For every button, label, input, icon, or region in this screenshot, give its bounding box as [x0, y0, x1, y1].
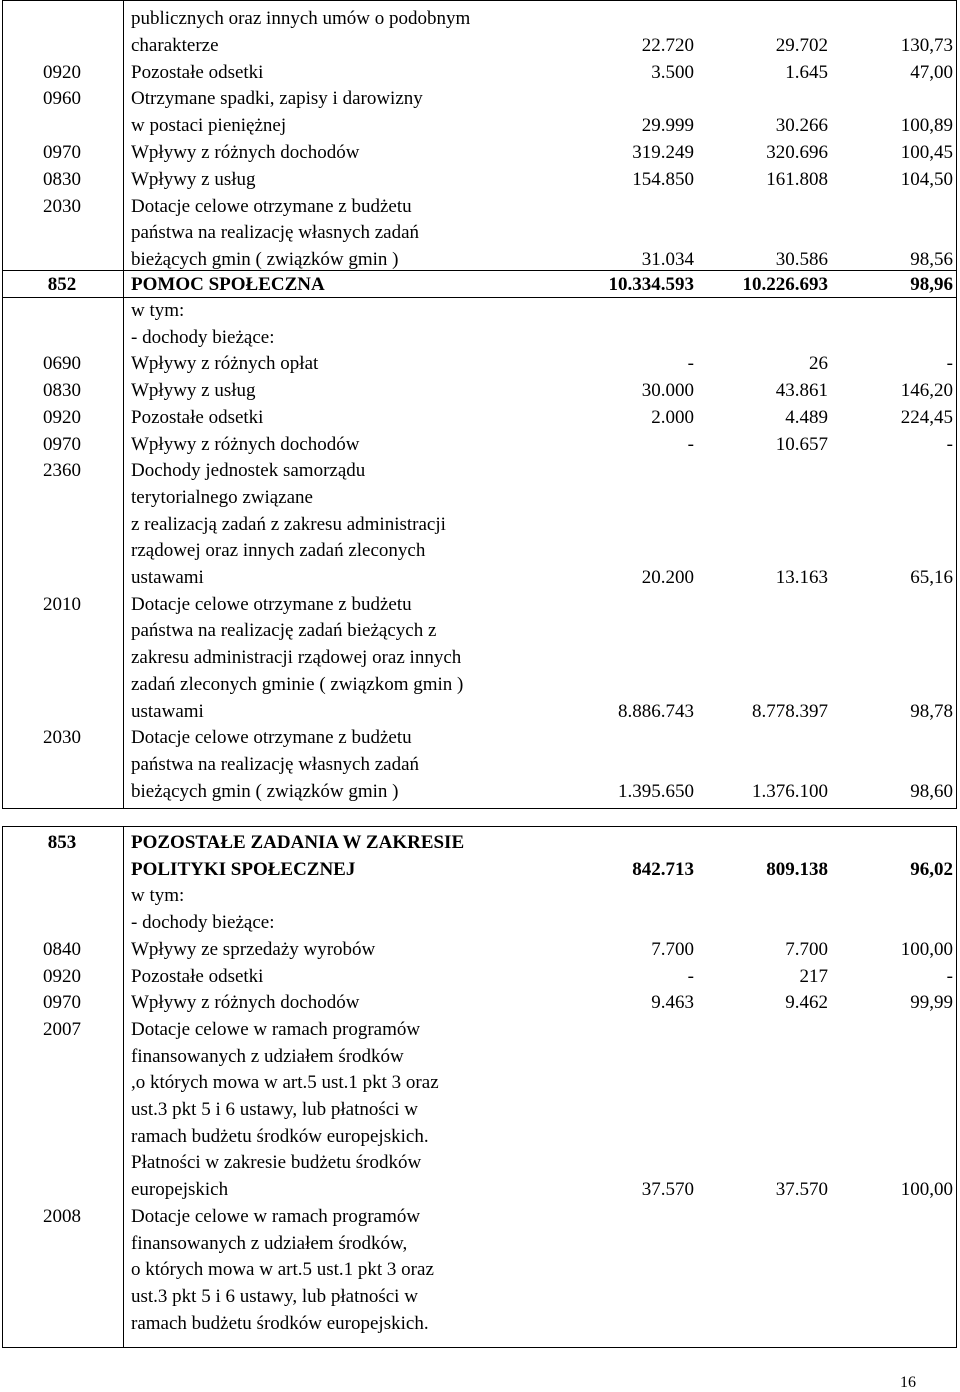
- table-row: [3, 1311, 956, 1338]
- execution-percent: 224,45: [900, 406, 953, 428]
- section-852-details: [2, 297, 957, 809]
- execution-percent: 47,00: [910, 61, 953, 83]
- plan-amount: 8.886.743: [618, 700, 694, 722]
- executed-amount: 43.861: [775, 380, 828, 402]
- execution-percent: 146,20: [900, 380, 953, 402]
- table-row: [3, 565, 956, 592]
- item-description: z realizacją zadań z zakresu administracji: [131, 513, 446, 535]
- execution-percent: 65,16: [910, 567, 953, 588]
- item-description: charakterze: [131, 34, 219, 56]
- item-description: Wpływy z różnych opłat: [131, 353, 319, 375]
- executed-amount: 9.462: [785, 992, 828, 1014]
- account-code: 852: [47, 274, 77, 295]
- item-description: POLITYKI SPOŁECZNEJ: [131, 858, 356, 880]
- account-code: 2010: [43, 593, 81, 615]
- table-row: [3, 1124, 956, 1151]
- item-description: Wpływy z różnych dochodów: [131, 992, 360, 1014]
- executed-amount: 29.702: [775, 34, 828, 56]
- item-description: Pozostałe odsetki: [131, 965, 264, 987]
- item-description: Dotacje celowe w ramach programów: [131, 1018, 421, 1040]
- item-description: Dotacje celowe otrzymane z budżetu: [131, 593, 412, 615]
- executed-amount: 13.163: [775, 567, 828, 588]
- table-row: [3, 592, 956, 619]
- account-code: 0920: [43, 406, 81, 428]
- plan-amount: 29.999: [641, 115, 694, 137]
- table-row: [3, 113, 956, 140]
- item-description: europejskich: [131, 1179, 229, 1201]
- item-description: ramach budżetu środków europejskich.: [131, 1125, 429, 1147]
- table-row: [3, 1097, 956, 1124]
- table-row: [3, 1150, 956, 1177]
- plan-amount: 30.000: [641, 380, 694, 402]
- table-row: [3, 298, 956, 325]
- item-description: Wpływy ze sprzedaży wyrobów: [131, 938, 376, 960]
- plan-amount: -: [687, 433, 694, 455]
- account-code: 853: [47, 832, 77, 853]
- plan-amount: -: [687, 353, 694, 375]
- table-row: [3, 1204, 956, 1231]
- item-description: Pozostałe odsetki: [131, 406, 264, 428]
- table-row: [3, 432, 956, 459]
- account-code: 0970: [43, 433, 81, 455]
- execution-percent: -: [946, 353, 953, 375]
- table-row: [3, 672, 956, 699]
- account-code: 2360: [43, 460, 81, 482]
- table-row: [3, 6, 956, 33]
- item-description: Wpływy z usług: [131, 380, 256, 402]
- table-row: [3, 33, 956, 60]
- table-row: [3, 140, 956, 167]
- execution-percent: 98,60: [910, 780, 953, 802]
- plan-amount: 319.249: [632, 142, 694, 163]
- execution-percent: 99,99: [910, 992, 953, 1014]
- account-code: 0690: [43, 353, 81, 375]
- executed-amount: 8.778.397: [752, 700, 828, 722]
- item-description: - dochody bieżące:: [131, 912, 275, 934]
- table-row: [3, 220, 956, 247]
- item-description: w postaci pieniężnej: [131, 115, 287, 137]
- item-description: bieżących gmin ( związków gmin ): [131, 249, 399, 271]
- executed-amount: 30.586: [775, 249, 828, 271]
- plan-amount: -: [687, 965, 694, 987]
- item-description: Dotacje celowe otrzymane z budżetu: [131, 195, 412, 217]
- item-description: państwa na realizację własnych zadań: [131, 753, 420, 775]
- execution-percent: 96,02: [910, 858, 953, 880]
- item-description: finansowanych z udziałem środków: [131, 1045, 404, 1067]
- execution-percent: 100,00: [900, 1179, 953, 1201]
- item-description: Pozostałe odsetki: [131, 61, 264, 83]
- table-row: [3, 167, 956, 194]
- table-row: [3, 618, 956, 645]
- item-description: o których mowa w art.5 ust.1 pkt 3 oraz: [131, 1259, 434, 1281]
- account-code: 0830: [43, 380, 81, 402]
- table-row: [3, 1257, 956, 1284]
- table-row: [3, 378, 956, 405]
- item-description: Wpływy z różnych dochodów: [131, 433, 360, 455]
- executed-amount: 26: [809, 353, 828, 375]
- item-description: ,o których mowa w art.5 ust.1 pkt 3 oraz: [131, 1072, 439, 1094]
- table-row: [3, 86, 956, 113]
- execution-percent: 100,89: [900, 115, 953, 137]
- item-description: bieżących gmin ( związków gmin ): [131, 780, 399, 802]
- plan-amount: 842.713: [632, 858, 694, 880]
- executed-amount: 217: [799, 965, 828, 987]
- table-row: [3, 1284, 956, 1311]
- table-row: [3, 725, 956, 752]
- table-row: [3, 699, 956, 726]
- plan-amount: 2.000: [651, 406, 694, 428]
- table-row: [3, 1231, 956, 1258]
- section-continuation: [2, 0, 957, 271]
- execution-percent: 98,78: [910, 700, 953, 722]
- executed-amount: 1.376.100: [752, 780, 828, 802]
- table-row: [3, 351, 956, 378]
- item-description: zakresu administracji rządowej oraz innych: [131, 647, 462, 669]
- executed-amount: 30.266: [775, 115, 828, 137]
- plan-amount: 10.334.593: [608, 274, 694, 295]
- account-code: 0840: [43, 938, 81, 960]
- item-description: Dochody jednostek samorządu: [131, 460, 366, 482]
- table-row: [3, 60, 956, 87]
- table-row: [3, 1177, 956, 1204]
- item-description: publicznych oraz innych umów o podobnym: [131, 8, 471, 29]
- execution-percent: 100,00: [900, 938, 953, 960]
- item-description: rządowej oraz innych zadań zleconych: [131, 540, 426, 562]
- executed-amount: 10.657: [775, 433, 828, 455]
- table-row: [3, 458, 956, 485]
- plan-amount: 31.034: [641, 249, 694, 271]
- table-row: [3, 883, 956, 910]
- account-code: 0970: [43, 992, 81, 1014]
- executed-amount: 320.696: [766, 142, 828, 163]
- item-description: Otrzymane spadki, zapisy i darowizny: [131, 88, 423, 110]
- executed-amount: 1.645: [785, 61, 828, 83]
- execution-percent: 130,73: [900, 34, 953, 56]
- account-code: 0920: [43, 61, 81, 83]
- plan-amount: 3.500: [651, 61, 694, 83]
- page-number: 16: [900, 1374, 916, 1391]
- execution-percent: -: [946, 433, 953, 455]
- account-code: 0970: [43, 142, 81, 163]
- item-description: Wpływy z różnych dochodów: [131, 142, 360, 163]
- item-description: w tym:: [131, 300, 185, 321]
- table-row: [3, 779, 956, 806]
- execution-percent: 98,56: [910, 249, 953, 271]
- plan-amount: 7.700: [651, 938, 694, 960]
- execution-percent: 104,50: [900, 168, 953, 190]
- item-description: państwa na realizację zadań bieżących z: [131, 620, 437, 642]
- table-row: [3, 857, 956, 884]
- section-853: [2, 826, 957, 1348]
- table-row: [3, 405, 956, 432]
- table-row: [3, 512, 956, 539]
- executed-amount: 10.226.693: [742, 274, 828, 295]
- execution-percent: -: [946, 965, 953, 987]
- table-row: [3, 964, 956, 991]
- item-description: ustawami: [131, 567, 204, 588]
- table-row: [3, 1044, 956, 1071]
- plan-amount: 22.720: [641, 34, 694, 56]
- item-description: zadań zleconych gminie ( związkom gmin ): [131, 673, 464, 695]
- item-description: Wpływy z usług: [131, 168, 256, 190]
- item-description: POZOSTAŁE ZADANIA W ZAKRESIE: [131, 832, 465, 853]
- item-description: w tym:: [131, 885, 185, 907]
- execution-percent: 98,96: [910, 274, 953, 295]
- section-852-header: [2, 270, 957, 298]
- item-description: ustawami: [131, 700, 204, 722]
- item-description: - dochody bieżące:: [131, 326, 275, 348]
- item-description: ust.3 pkt 5 i 6 ustawy, lub płatności w: [131, 1285, 418, 1307]
- item-description: finansowanych z udziałem środków,: [131, 1232, 408, 1254]
- item-description: POMOC SPOŁECZNA: [131, 274, 325, 295]
- plan-amount: 1.395.650: [618, 780, 694, 802]
- table-row: [3, 485, 956, 512]
- account-code: 2030: [43, 195, 81, 217]
- executed-amount: 7.700: [785, 938, 828, 960]
- table-row: [3, 1017, 956, 1044]
- table-row: [3, 538, 956, 565]
- item-description: Dotacje celowe w ramach programów: [131, 1205, 421, 1227]
- account-code: 0920: [43, 965, 81, 987]
- item-description: Dotacje celowe otrzymane z budżetu: [131, 727, 412, 749]
- table-row: [3, 990, 956, 1017]
- table-row: [3, 910, 956, 937]
- table-row: [3, 645, 956, 672]
- table-row: [3, 272, 956, 299]
- table-row: [3, 325, 956, 352]
- executed-amount: 161.808: [766, 168, 828, 190]
- executed-amount: 37.570: [775, 1179, 828, 1201]
- account-code: 0830: [43, 168, 81, 190]
- plan-amount: 154.850: [632, 168, 694, 190]
- account-code: 2008: [43, 1205, 81, 1227]
- plan-amount: 37.570: [641, 1179, 694, 1201]
- table-row: [3, 830, 956, 857]
- item-description: Płatności w zakresie budżetu środków: [131, 1152, 422, 1174]
- plan-amount: 9.463: [651, 992, 694, 1014]
- item-description: ust.3 pkt 5 i 6 ustawy, lub płatności w: [131, 1099, 418, 1120]
- item-description: ramach budżetu środków europejskich.: [131, 1312, 429, 1334]
- table-row: [3, 194, 956, 221]
- table-row: [3, 1070, 956, 1097]
- item-description: terytorialnego związane: [131, 486, 313, 508]
- item-description: państwa na realizację własnych zadań: [131, 222, 420, 244]
- execution-percent: 100,45: [900, 142, 953, 163]
- account-code: 2007: [43, 1018, 81, 1040]
- executed-amount: 4.489: [785, 406, 828, 428]
- executed-amount: 809.138: [766, 858, 828, 880]
- account-code: 0960: [43, 88, 81, 110]
- table-row: [3, 752, 956, 779]
- plan-amount: 20.200: [641, 567, 694, 588]
- account-code: 2030: [43, 727, 81, 749]
- table-row: [3, 937, 956, 964]
